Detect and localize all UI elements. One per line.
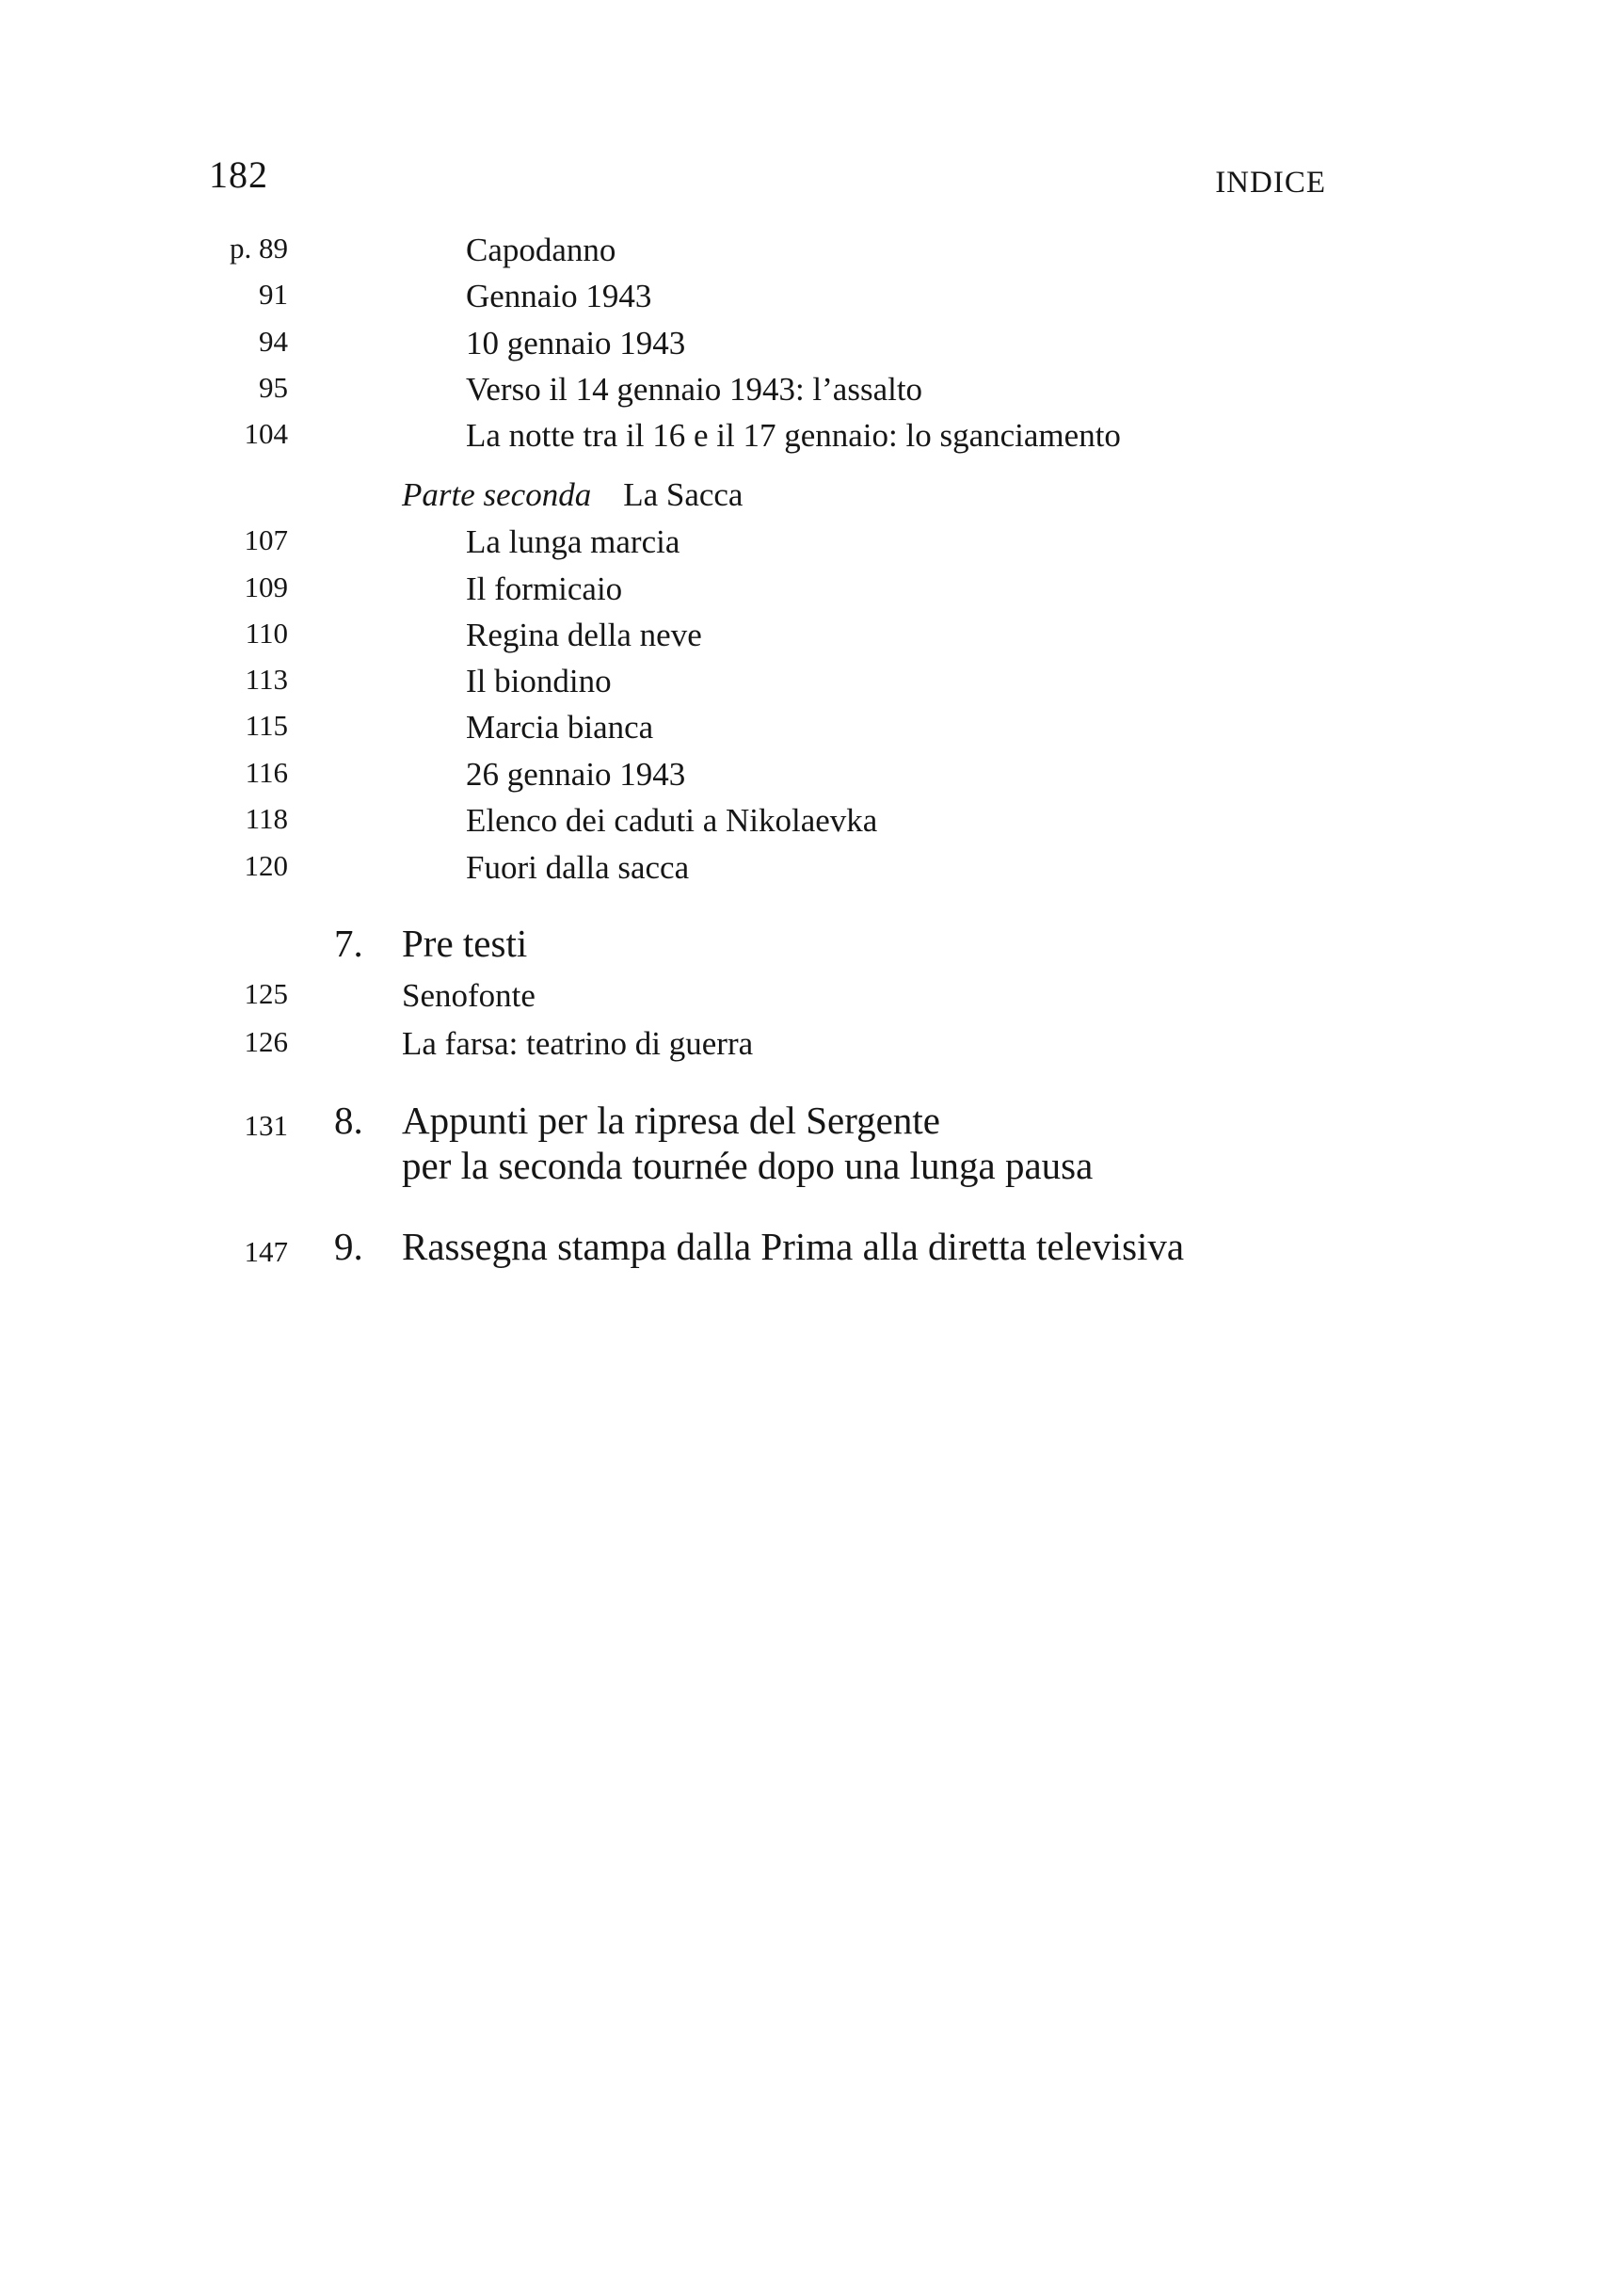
- toc-entry: [0, 849, 1599, 896]
- toc-entry-title: Fuori dalla sacca: [466, 849, 690, 886]
- toc-entry-title: Senofonte: [402, 977, 536, 1014]
- toc-page-number: 94: [259, 325, 288, 358]
- toc-entry-title: La farsa: teatrino di guerra: [402, 1025, 754, 1062]
- toc-page-number: 120: [244, 849, 288, 882]
- chapter-number: 8.: [334, 1099, 363, 1142]
- part-heading: [0, 476, 1599, 523]
- toc-page-number: 107: [244, 523, 288, 556]
- toc-entry: [0, 1025, 1599, 1072]
- toc-entry: [0, 617, 1599, 664]
- toc-entry-title: Il formicaio: [466, 570, 623, 607]
- toc-page-number: 95: [259, 371, 288, 404]
- toc-entry-title: 26 gennaio 1943: [466, 756, 686, 793]
- toc-entry-title: La lunga marcia: [466, 523, 680, 560]
- toc-entry: [0, 570, 1599, 618]
- toc-page-number: 118: [245, 802, 288, 835]
- toc-entry-title: Elenco dei caduti a Nikolaevka: [466, 802, 878, 839]
- toc-entry-title: Il biondino: [466, 663, 612, 699]
- chapter-title: Rassegna stampa dalla Prima alla diretta televisiva: [402, 1225, 1185, 1268]
- toc-entry: [0, 232, 1599, 279]
- toc-entry: [0, 523, 1599, 570]
- toc-page-number: 104: [244, 417, 288, 450]
- toc-entry-title: Marcia bianca: [466, 709, 654, 746]
- toc-entry: [0, 709, 1599, 756]
- toc-page-number: 116: [245, 756, 288, 789]
- toc-page-number: 115: [245, 709, 288, 742]
- toc-page-number: 113: [245, 663, 288, 696]
- toc-entry-title: 10 gennaio 1943: [466, 325, 686, 361]
- toc-page-number: 131: [244, 1109, 288, 1142]
- part-title: La Sacca: [623, 476, 744, 513]
- toc-entry-title: Capodanno: [466, 232, 616, 268]
- chapter-title: Appunti per la ripresa del Sergente: [402, 1099, 940, 1142]
- toc-entry-title: Verso il 14 gennaio 1943: l’assalto: [466, 371, 923, 408]
- toc-entry-title: Gennaio 1943: [466, 278, 652, 314]
- toc-entry: [0, 278, 1599, 325]
- chapter-number: 9.: [334, 1225, 363, 1268]
- toc-entry: [0, 371, 1599, 418]
- toc-entry: [0, 325, 1599, 372]
- toc-entry: [0, 663, 1599, 710]
- part-label: Parte seconda: [402, 476, 592, 513]
- toc-page-number: 147: [244, 1235, 288, 1268]
- toc-page-number: p. 89: [230, 232, 288, 265]
- toc-page-number: 126: [244, 1025, 288, 1058]
- toc-entry: [0, 756, 1599, 803]
- page-number: 182: [209, 153, 268, 196]
- chapter-number: 7.: [334, 922, 363, 965]
- chapter-heading: [0, 1098, 1599, 1201]
- running-header: INDICE: [1215, 166, 1326, 200]
- toc-entry: [0, 977, 1599, 1024]
- toc-entry-title: Regina della neve: [466, 617, 702, 653]
- toc-entry-title: La notte tra il 16 e il 17 gennaio: lo sganciamento: [466, 417, 1121, 454]
- chapter-title-continued: per la seconda tournée dopo una lunga pausa: [402, 1144, 1094, 1187]
- toc-page-number: 91: [259, 278, 288, 311]
- toc-page-number: 125: [244, 977, 288, 1010]
- chapter-heading: [0, 921, 1599, 973]
- chapter-heading: [0, 1224, 1599, 1276]
- toc-entry: [0, 417, 1599, 464]
- toc-entry: [0, 802, 1599, 849]
- toc-page-number: 109: [244, 570, 288, 603]
- toc-page-number: 110: [245, 617, 288, 650]
- chapter-title: Pre testi: [402, 922, 528, 965]
